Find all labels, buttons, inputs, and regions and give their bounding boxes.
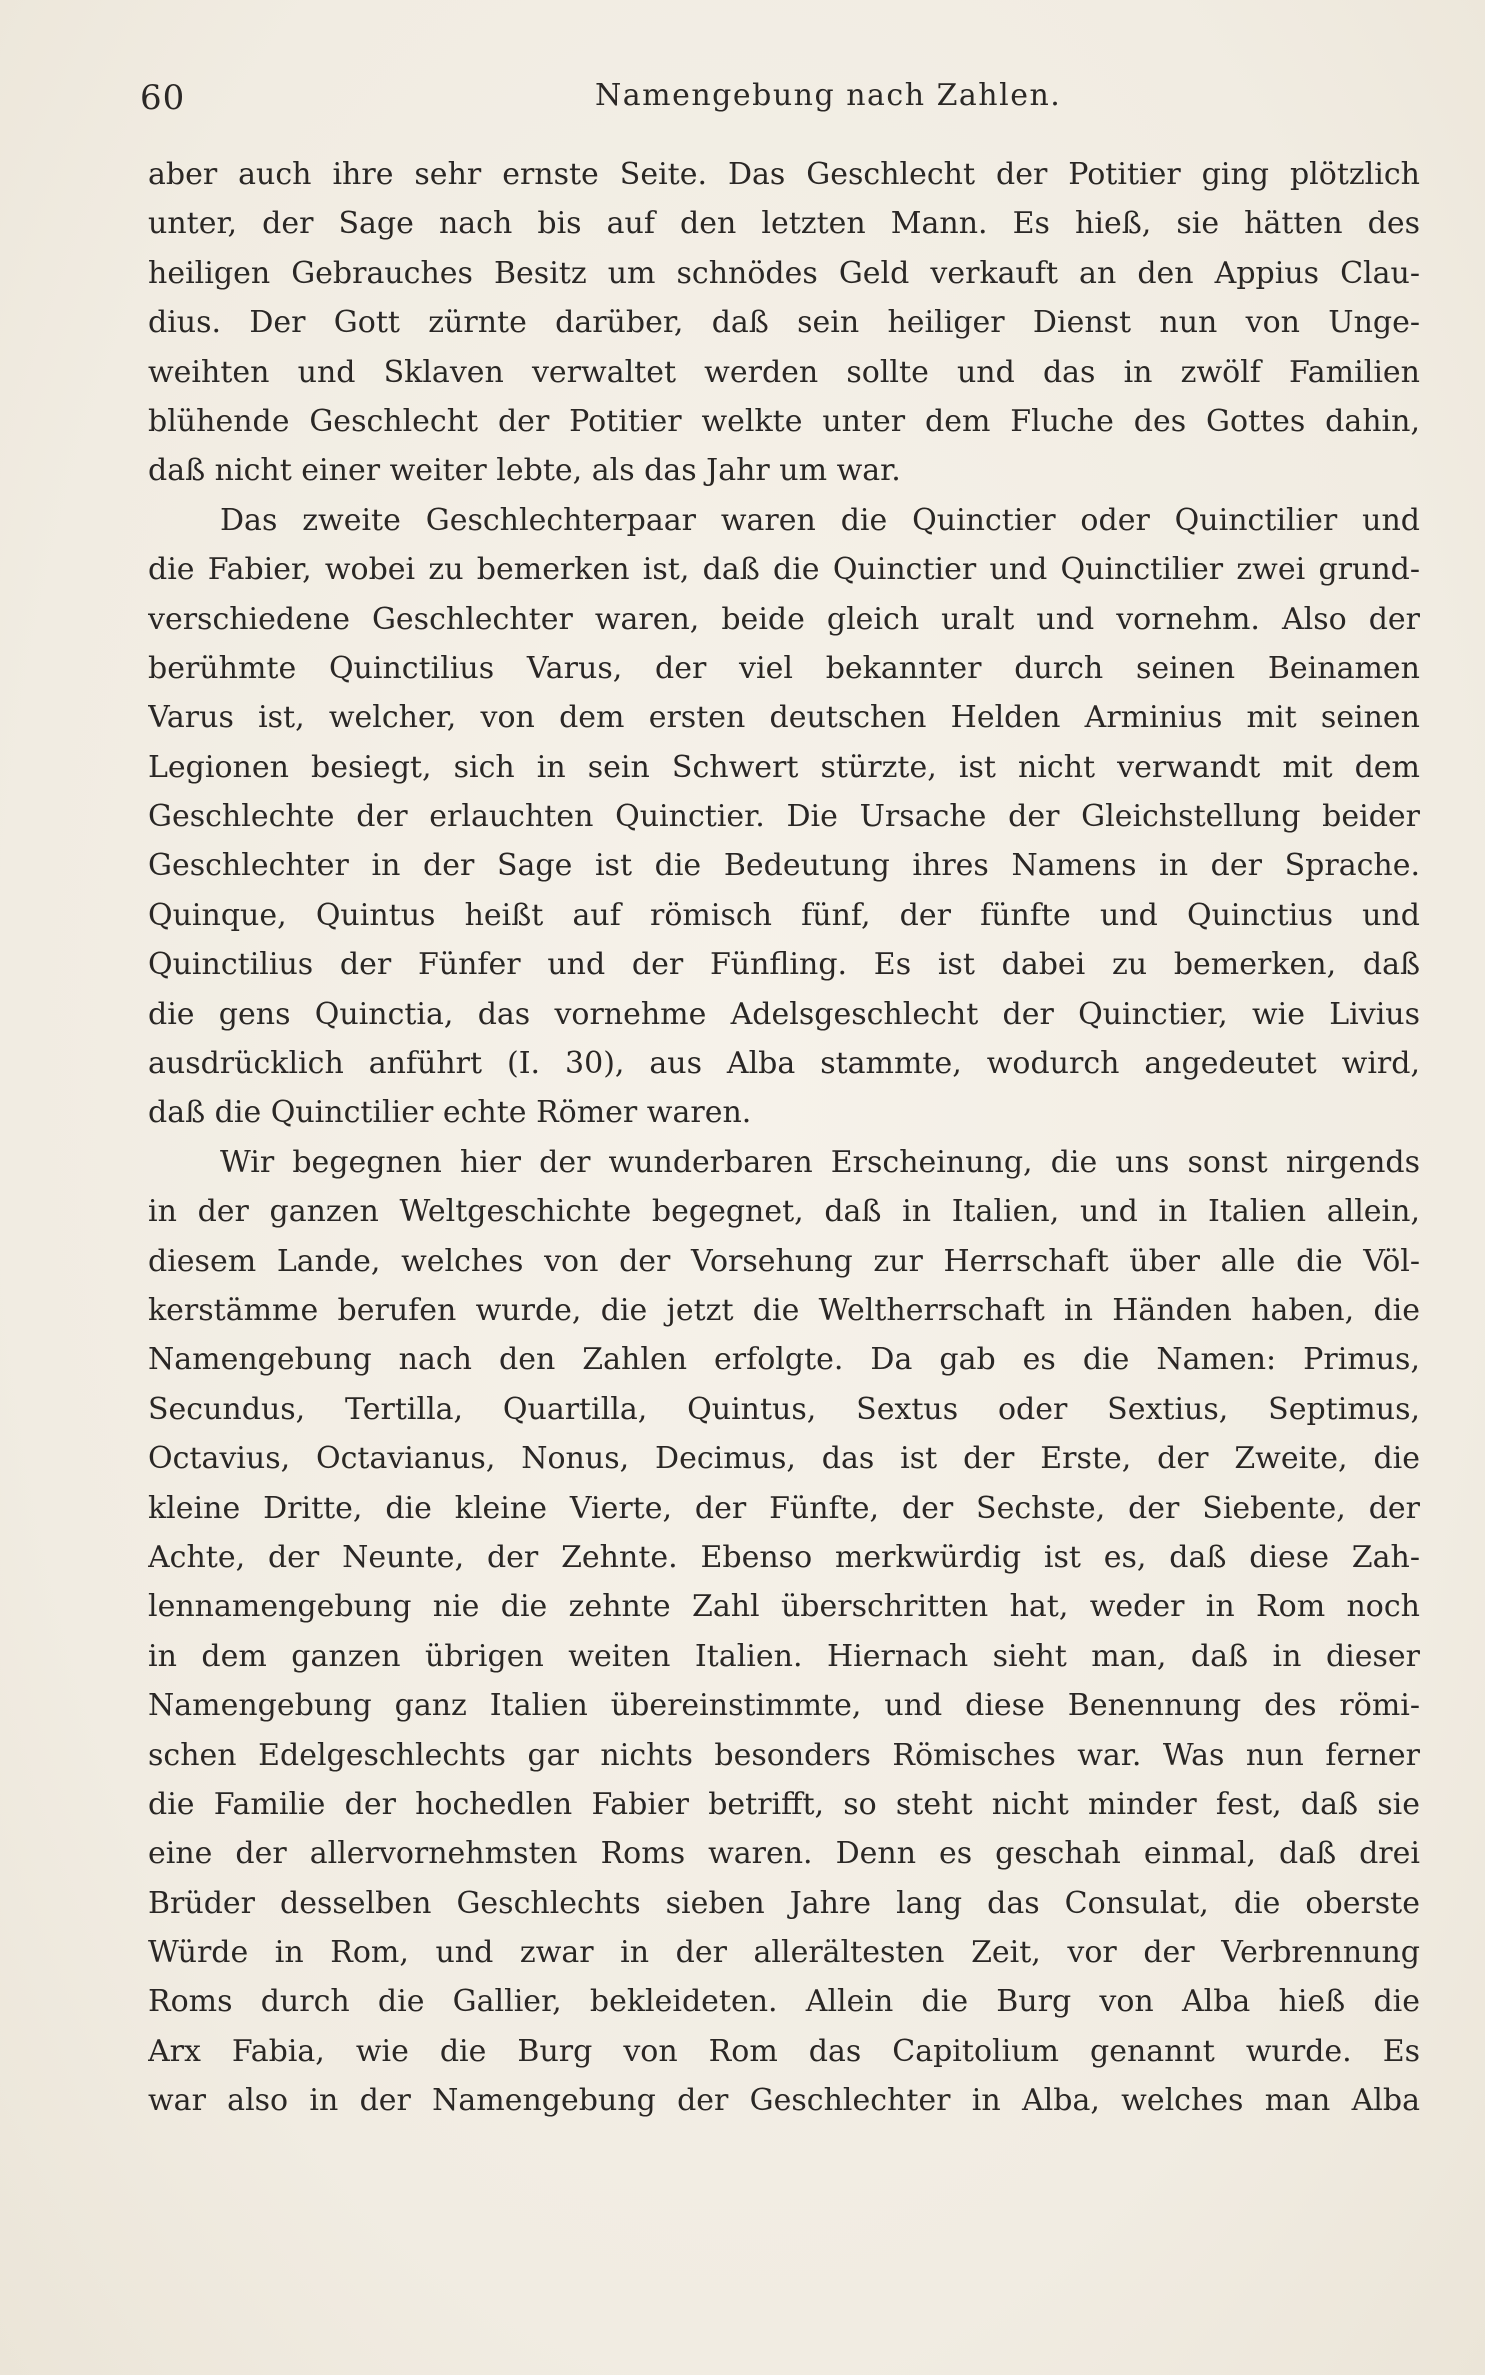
text-line: Geschlechte der erlauchten Quinctier. Die Ursache der Gleichstellung beider xyxy=(148,799,1420,835)
text-line: daß die Quinctilier echte Römer waren. xyxy=(148,1095,752,1131)
text-line: weihten und Sklaven verwaltet werden sollte und das in zwölf Familien xyxy=(148,354,1420,390)
text-line: in der ganzen Weltgeschichte begegnet, daß in Italien, und in Italien allein, xyxy=(148,1194,1420,1230)
text-line: die gens Quinctia, das vornehme Adelsgeschlecht der Quinctier, wie Livius xyxy=(148,996,1420,1032)
page-header xyxy=(140,78,1420,118)
text-line: kerstämme berufen wurde, die jetzt die Weltherrschaft in Händen haben, die xyxy=(148,1292,1420,1328)
text-line: Das zweite Geschlechterpaar waren die Quinctier oder Quinctilier und xyxy=(220,502,1420,538)
text-line: ausdrücklich anführt (I. 30), aus Alba stammte, wodurch angedeutet wird, xyxy=(148,1046,1420,1082)
text-line: Wir begegnen hier der wunderbaren Erscheinung, die uns sonst nirgends xyxy=(220,1144,1420,1180)
text-line: Secundus, Tertilla, Quartilla, Quintus, Sextus oder Sextius, Septimus, xyxy=(148,1391,1420,1427)
text-line: eine der allervornehmsten Roms waren. Denn es geschah einmal, daß drei xyxy=(148,1836,1420,1872)
text-line: unter, der Sage nach bis auf den letzten Mann. Es hieß, sie hätten des xyxy=(148,206,1420,242)
text-line: verschiedene Geschlechter waren, beide gleich uralt und vornehm. Also der xyxy=(148,601,1420,637)
text-line: berühmte Quinctilius Varus, der viel bekannter durch seinen Beinamen xyxy=(148,650,1420,686)
text-line: Würde in Rom, und zwar in der allerältesten Zeit, vor der Verbrennung xyxy=(148,1935,1420,1971)
text-line: Quinque, Quintus heißt auf römisch fünf, der fünfte und Quinctius und xyxy=(148,897,1420,933)
text-line: dius. Der Gott zürnte darüber, daß sein heiliger Dienst nun von Unge- xyxy=(148,305,1420,341)
text-line: war also in der Namengebung der Geschlechter in Alba, welches man Alba xyxy=(148,2083,1420,2119)
page-number: 60 xyxy=(140,78,186,118)
text-line: heiligen Gebrauches Besitz um schnödes Geld verkauft an den Appius Clau- xyxy=(148,255,1420,291)
text-line: Arx Fabia, wie die Burg von Rom das Capitolium genannt wurde. Es xyxy=(148,2033,1420,2069)
text-line: Octavius, Octavianus, Nonus, Decimus, das ist der Erste, der Zweite, die xyxy=(148,1441,1420,1477)
text-line: daß nicht einer weiter lebte, als das Jahr um war. xyxy=(148,453,901,489)
text-line: diesem Lande, welches von der Vorsehung zur Herrschaft über alle die Völ- xyxy=(148,1243,1420,1279)
text-line: blühende Geschlecht der Potitier welkte unter dem Fluche des Gottes dahin, xyxy=(148,403,1420,439)
text-line: aber auch ihre sehr ernste Seite. Das Geschlecht der Potitier ging plötzlich xyxy=(148,157,1420,192)
text-line: Namengebung nach den Zahlen erfolgte. Da gab es die Namen: Primus, xyxy=(148,1342,1420,1378)
text-line: Varus ist, welcher, von dem ersten deutschen Helden Arminius mit seinen xyxy=(148,700,1420,736)
text-line: schen Edelgeschlechts gar nichts besonders Römisches war. Was nun ferner xyxy=(148,1737,1420,1773)
text-line: Geschlechter in der Sage ist die Bedeutung ihres Namens in der Sprache. xyxy=(148,848,1420,884)
text-line: die Familie der hochedlen Fabier betrifft, so steht nicht minder fest, daß sie xyxy=(148,1786,1420,1822)
text-line: Brüder desselben Geschlechts sieben Jahre lang das Consulat, die oberste xyxy=(148,1885,1420,1921)
text-line: die Fabier, wobei zu bemerken ist, daß die Quinctier und Quinctilier zwei grund- xyxy=(148,552,1420,588)
text-line: Legionen besiegt, sich in sein Schwert stürzte, ist nicht verwandt mit dem xyxy=(148,749,1420,785)
text-line: Roms durch die Gallier, bekleideten. Allein die Burg von Alba hieß die xyxy=(148,1984,1420,2020)
text-line: Quinctilius der Fünfer und der Fünfling. Es ist dabei zu bemerken, daß xyxy=(148,947,1420,983)
text-line: Namengebung ganz Italien übereinstimmte, und diese Benennung des römi- xyxy=(148,1688,1420,1724)
body-text xyxy=(148,150,1420,2126)
text-line: Achte, der Neunte, der Zehnte. Ebenso merkwürdig ist es, daß diese Zah- xyxy=(148,1539,1420,1575)
text-line: kleine Dritte, die kleine Vierte, der Fünfte, der Sechste, der Siebente, der xyxy=(148,1490,1420,1526)
text-line: in dem ganzen übrigen weiten Italien. Hiernach sieht man, daß in dieser xyxy=(148,1638,1420,1674)
text-line: lennamengebung nie die zehnte Zahl überschritten hat, weder in Rom noch xyxy=(148,1589,1420,1625)
running-title: Namengebung nach Zahlen. xyxy=(595,78,1062,113)
